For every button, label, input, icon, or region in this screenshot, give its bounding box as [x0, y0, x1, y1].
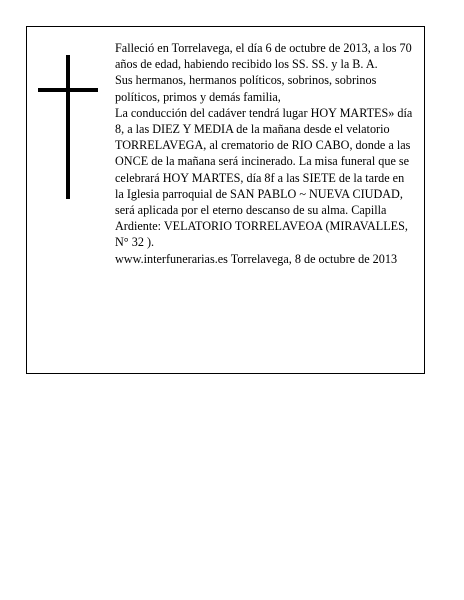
source-and-date: www.interfunerarias.es Torrelavega, 8 de octubre de 2013 [115, 251, 398, 266]
notice-text [115, 40, 415, 267]
obituary-notice [26, 26, 425, 374]
cross-icon [38, 55, 98, 199]
cross-horizontal-bar [38, 88, 98, 92]
funeral-details: La conducción del cadáver tendrá lugar HOY MARTES» día 8, a las DIEZ Y MEDIA de la mañana desde el velatorio TORRELAVEGA, al crematorio de RIO CABO, donde a las ONCE de la mañana será incinerado. La misa funeral que se celebrará HOY MARTES, día 8f a las SIETE de la tarde en la Iglesia parroquial de SAN PABLO ~ NUEVA CIUDAD, será aplicada por el eterno descanso de su alma. Capilla Ardiente: VELATORIO TORRELAVEOA (MIRAVALLES, N° 32 ). [115, 105, 413, 250]
family-line: Sus hermanos, hermanos políticos, sobrinos, sobrinos políticos, primos y demás familia, [115, 73, 377, 104]
cross-vertical-bar [66, 55, 70, 199]
death-announcement: Falleció en Torrelavega, el día 6 de octubre de 2013, a los 70 años de edad, habiendo recibido los SS. SS. y la B. A. [115, 41, 412, 72]
